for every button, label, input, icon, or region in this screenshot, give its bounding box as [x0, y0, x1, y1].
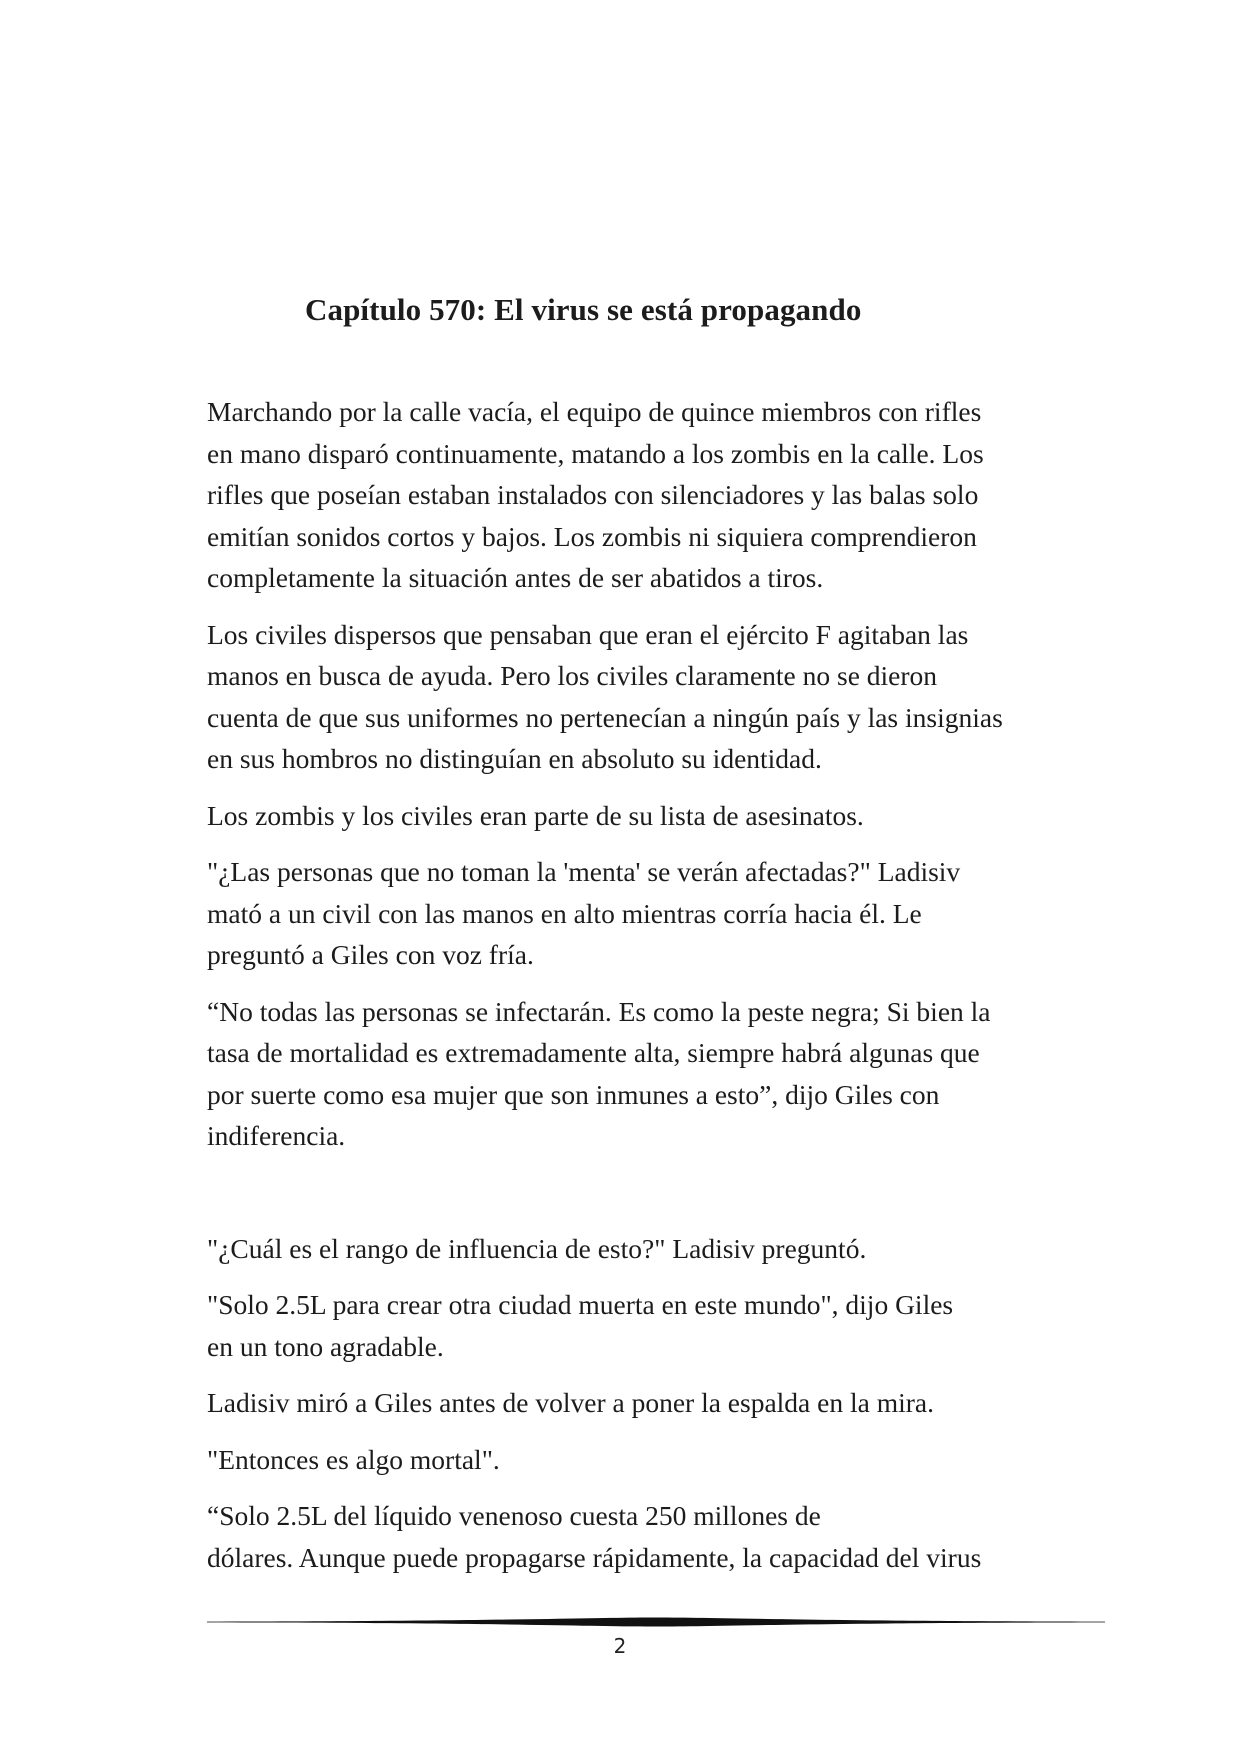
- chapter-body: [207, 391, 1087, 1593]
- text-line: en un tono agradable.: [207, 1330, 444, 1362]
- page-number: 2: [613, 1634, 627, 1658]
- paragraph: [207, 391, 1087, 599]
- text-line: "¿Las personas que no toman la 'menta' se verán afectadas?" Ladisiv: [207, 856, 961, 887]
- text-line: “No todas las personas se infectarán. Es como la peste negra; Si bien la: [207, 995, 991, 1027]
- text-line: Los zombis y los civiles eran parte de su lista de asesinatos.: [207, 799, 864, 831]
- text-line: manos en busca de ayuda. Pero los civiles claramente no se dieron: [207, 660, 938, 691]
- paragraph: [207, 795, 1087, 837]
- text-line: emitían sonidos cortos y bajos. Los zombis ni siquiera comprendieron: [207, 520, 977, 552]
- text-line: en sus hombros no distinguían en absoluto su identidad.: [207, 743, 822, 774]
- paragraph: [207, 1284, 1087, 1367]
- paragraph: [207, 1495, 1087, 1578]
- text-line: "Solo 2.5L para crear otra ciudad muerta en este mundo", dijo Giles: [207, 1289, 954, 1320]
- text-line: completamente la situación antes de ser abatidos a tiros.: [207, 562, 824, 593]
- paragraph: [207, 1228, 1087, 1270]
- paragraph: [207, 851, 1087, 976]
- paragraph: [207, 1439, 1087, 1481]
- text-line: cuenta de que sus uniformes no pertenecían a ningún país y las insignias: [207, 701, 1003, 733]
- text-line: “Solo 2.5L del líquido venenoso cuesta 250 millones de: [207, 1500, 821, 1531]
- text-line: por suerte como esa mujer que son inmunes a esto”, dijo Giles con: [207, 1078, 940, 1110]
- paragraph: [207, 614, 1087, 780]
- text-line: Los civiles dispersos que pensaban que eran el ejército F agitaban las: [207, 618, 969, 650]
- text-line: en mano disparó continuamente, matando a los zombis en la calle. Los: [207, 437, 984, 469]
- text-line: "Entonces es algo mortal".: [207, 1443, 500, 1475]
- paragraph: [207, 991, 1087, 1157]
- text-line: Marchando por la calle vacía, el equipo de quince miembros con rifles: [207, 396, 982, 427]
- text-line: mató a un civil con las manos en alto mientras corría hacia él. Le: [207, 897, 922, 929]
- paragraph: [207, 1382, 1087, 1424]
- text-line: "¿Cuál es el rango de influencia de esto?" Ladisiv preguntó.: [207, 1232, 867, 1264]
- chapter-title: Capítulo 570: El virus se está propagando: [305, 292, 862, 327]
- text-line: preguntó a Giles con voz fría.: [207, 939, 534, 970]
- text-line: tasa de mortalidad es extremadamente alta, siempre habrá algunas que: [207, 1037, 980, 1068]
- text-line: indiferencia.: [207, 1120, 346, 1151]
- text-line: rifles que poseían estaban instalados con silenciadores y las balas solo: [207, 479, 979, 510]
- paragraph-gap: [207, 1172, 1087, 1228]
- text-line: dólares. Aunque puede propagarse rápidamente, la capacidad del virus: [207, 1541, 982, 1573]
- text-line: Ladisiv miró a Giles antes de volver a poner la espalda en la mira.: [207, 1387, 934, 1418]
- footer-divider: [207, 1615, 1105, 1629]
